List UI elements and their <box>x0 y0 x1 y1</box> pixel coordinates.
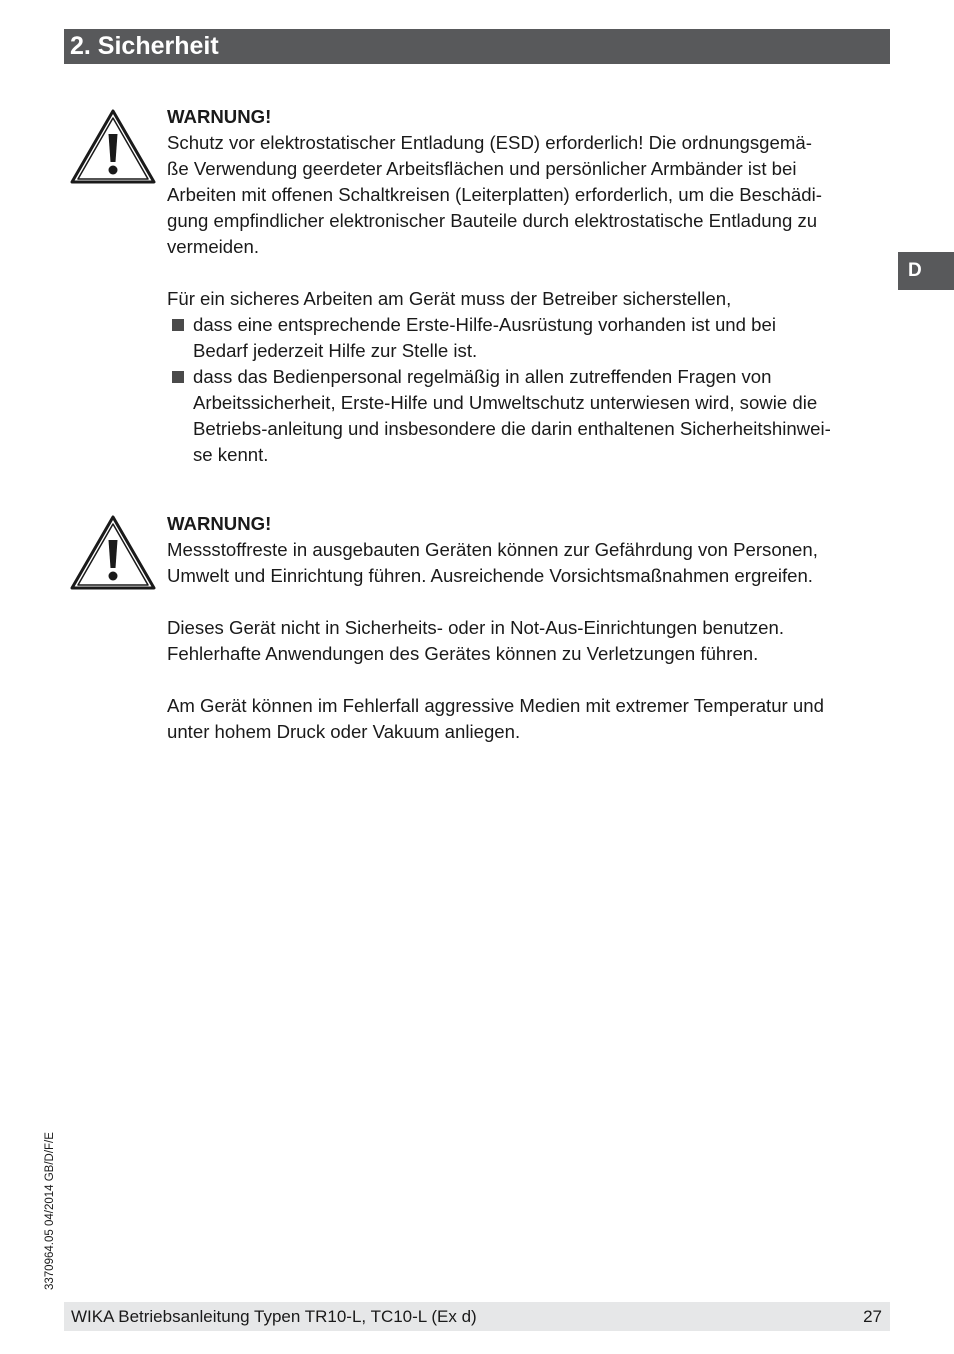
operator-intro: Für ein sicheres Arbeiten am Gerät muss der Betreiber sicherstellen, <box>167 288 732 309</box>
warning-text-line: Messstoffreste in ausgebauten Geräten können zur Gefährdung von Personen, <box>167 539 818 560</box>
warning-text-line: Schutz vor elektrostatischer Entladung (ESD) erforderlich! Die ordnungsgemä- <box>167 132 812 153</box>
list-item <box>167 364 892 468</box>
list-item-line: Bedarf jederzeit Hilfe zur Stelle ist. <box>193 340 478 361</box>
list-item <box>167 312 892 364</box>
warning-triangle-icon <box>70 514 156 590</box>
list-item-line: dass eine entsprechende Erste-Hilfe-Ausrüstung vorhanden ist und bei <box>193 314 776 335</box>
page-footer <box>64 1302 890 1331</box>
list-item-line: dass das Bedienpersonal regelmäßig in allen zutreffenden Fragen von <box>193 366 772 387</box>
warning-text-line: Umwelt und Einrichtung führen. Ausreichende Vorsichtsmaßnahmen ergreifen. <box>167 565 813 586</box>
warning-text-line: Fehlerhafte Anwendungen des Gerätes können zu Verletzungen führen. <box>167 643 759 664</box>
square-bullet-icon <box>172 319 184 331</box>
language-tab-label: D <box>908 260 922 281</box>
warning-text-line: ße Verwendung geerdeter Arbeitsflächen und persönlicher Armbänder ist bei <box>167 158 797 179</box>
warning-text-line: vermeiden. <box>167 236 259 257</box>
warning-triangle-icon <box>70 108 156 184</box>
warning-text-line: Arbeiten mit offenen Schaltkreisen (Leiterplatten) erforderlich, um die Beschädi- <box>167 184 822 205</box>
page-number: 27 <box>863 1307 882 1326</box>
warning-text-line: gung empfindlicher elektronischer Bauteile durch elektrostatische Entladung zu <box>167 210 818 231</box>
warning-title: WARNUNG! <box>167 513 272 534</box>
footer-title: WIKA Betriebsanleitung Typen TR10-L, TC10-L (Ex d) <box>71 1307 477 1326</box>
requirements-list <box>167 312 892 468</box>
warning-esd-block <box>167 104 892 468</box>
list-item-line: se kennt. <box>193 444 269 465</box>
square-bullet-icon <box>172 371 184 383</box>
warning-title: WARNUNG! <box>167 106 272 127</box>
warning-text-line: unter hohem Druck oder Vakuum anliegen. <box>167 721 521 742</box>
warning-text-line: Am Gerät können im Fehlerfall aggressive Medien mit extremer Temperatur und <box>167 695 824 716</box>
document-code: 3370964.05 04/2014 GB/D/F/E <box>44 1132 56 1290</box>
language-tab <box>898 252 954 290</box>
section-header <box>64 29 890 64</box>
section-title: 2. Sicherheit <box>70 32 219 60</box>
warning-residue-block <box>167 511 892 745</box>
list-item-line: Betriebs-anleitung und insbesondere die darin enthaltenen Sicherheitshinwei- <box>193 418 831 439</box>
list-item-line: Arbeitssicherheit, Erste-Hilfe und Umweltschutz unterwiesen wird, sowie die <box>193 392 818 413</box>
warning-text-line: Dieses Gerät nicht in Sicherheits- oder in Not-Aus-Einrichtungen benutzen. <box>167 617 785 638</box>
